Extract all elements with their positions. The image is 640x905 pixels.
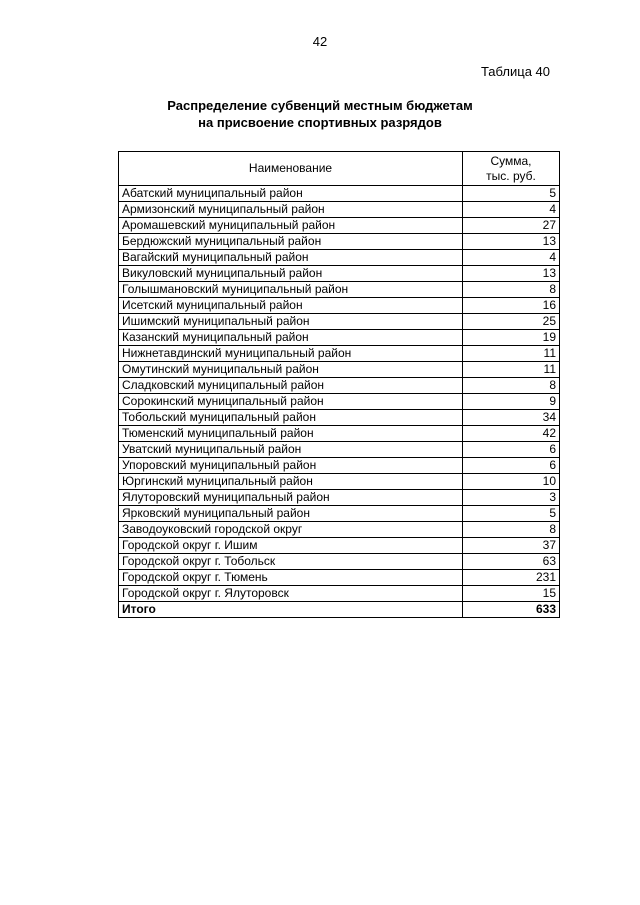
- row-name: Омутинский муниципальный район: [119, 362, 463, 378]
- table-row: [119, 266, 560, 282]
- row-name: Исетский муниципальный район: [119, 298, 463, 314]
- table-row: [119, 394, 560, 410]
- table-row: [119, 458, 560, 474]
- row-name: Голышмановский муниципальный район: [119, 282, 463, 298]
- row-name: Вагайский муниципальный район: [119, 250, 463, 266]
- row-name: Армизонский муниципальный район: [119, 202, 463, 218]
- table-row: [119, 298, 560, 314]
- row-name: Ишимский муниципальный район: [119, 314, 463, 330]
- row-name: Городской округ г. Тобольск: [119, 554, 463, 570]
- table-row: [119, 506, 560, 522]
- table-row: [119, 474, 560, 490]
- row-sum: 4: [463, 250, 560, 266]
- row-sum: 42: [463, 426, 560, 442]
- row-name: Тобольский муниципальный район: [119, 410, 463, 426]
- table-row: [119, 410, 560, 426]
- total-sum: 633: [463, 602, 560, 618]
- header-name: Наименование: [119, 152, 463, 186]
- row-sum: 4: [463, 202, 560, 218]
- row-name: Городской округ г. Тюмень: [119, 570, 463, 586]
- table-row: [119, 218, 560, 234]
- row-name: Нижнетавдинский муниципальный район: [119, 346, 463, 362]
- row-sum: 13: [463, 234, 560, 250]
- row-sum: 11: [463, 346, 560, 362]
- row-name: Юргинский муниципальный район: [119, 474, 463, 490]
- row-name: Казанский муниципальный район: [119, 330, 463, 346]
- row-sum: 27: [463, 218, 560, 234]
- table-body: [119, 186, 560, 602]
- row-sum: 6: [463, 458, 560, 474]
- row-sum: 8: [463, 282, 560, 298]
- table-row: [119, 570, 560, 586]
- header-sum-line-2: тыс. руб.: [486, 168, 536, 183]
- table-row: [119, 234, 560, 250]
- total-row: [119, 602, 560, 618]
- subvention-table: [118, 151, 560, 618]
- row-sum: 19: [463, 330, 560, 346]
- row-sum: 6: [463, 442, 560, 458]
- row-sum: 5: [463, 186, 560, 202]
- row-sum: 34: [463, 410, 560, 426]
- row-sum: 8: [463, 378, 560, 394]
- row-name: Городской округ г. Ялуторовск: [119, 586, 463, 602]
- table-row: [119, 538, 560, 554]
- row-sum: 25: [463, 314, 560, 330]
- table-row: [119, 426, 560, 442]
- row-sum: 16: [463, 298, 560, 314]
- row-sum: 37: [463, 538, 560, 554]
- total-label: Итого: [119, 602, 463, 618]
- row-name: Аромашевский муниципальный район: [119, 218, 463, 234]
- table-row: [119, 378, 560, 394]
- row-sum: 9: [463, 394, 560, 410]
- row-name: Бердюжский муниципальный район: [119, 234, 463, 250]
- table-row: [119, 522, 560, 538]
- row-sum: 13: [463, 266, 560, 282]
- row-name: Уватский муниципальный район: [119, 442, 463, 458]
- row-sum: 11: [463, 362, 560, 378]
- row-name: Ялуторовский муниципальный район: [119, 490, 463, 506]
- header-sum: [463, 152, 560, 186]
- table-row: [119, 314, 560, 330]
- row-sum: 10: [463, 474, 560, 490]
- table-header-row: [119, 152, 560, 186]
- document-title-line-1: Распределение субвенций местным бюджетам: [167, 98, 473, 113]
- document-title: [0, 97, 640, 131]
- row-name: Заводоуковский городской округ: [119, 522, 463, 538]
- row-name: Сладковский муниципальный район: [119, 378, 463, 394]
- table-row: [119, 346, 560, 362]
- row-name: Абатский муниципальный район: [119, 186, 463, 202]
- row-name: Сорокинский муниципальный район: [119, 394, 463, 410]
- table-label: Таблица 40: [480, 64, 550, 79]
- row-sum: 63: [463, 554, 560, 570]
- header-sum-line-1: Сумма,: [490, 153, 532, 168]
- table-row: [119, 586, 560, 602]
- row-name: Тюменский муниципальный район: [119, 426, 463, 442]
- row-sum: 5: [463, 506, 560, 522]
- table-row: [119, 186, 560, 202]
- row-name: Городской округ г. Ишим: [119, 538, 463, 554]
- row-sum: 231: [463, 570, 560, 586]
- page-number: 42: [312, 34, 328, 49]
- table-row: [119, 362, 560, 378]
- document-title-line-2: на присвоение спортивных разрядов: [198, 115, 442, 130]
- row-name: Ярковский муниципальный район: [119, 506, 463, 522]
- table-row: [119, 250, 560, 266]
- table-row: [119, 202, 560, 218]
- table-row: [119, 330, 560, 346]
- row-name: Упоровский муниципальный район: [119, 458, 463, 474]
- row-sum: 15: [463, 586, 560, 602]
- row-sum: 8: [463, 522, 560, 538]
- row-sum: 3: [463, 490, 560, 506]
- table-row: [119, 490, 560, 506]
- table-row: [119, 282, 560, 298]
- table-row: [119, 554, 560, 570]
- table-row: [119, 442, 560, 458]
- row-name: Викуловский муниципальный район: [119, 266, 463, 282]
